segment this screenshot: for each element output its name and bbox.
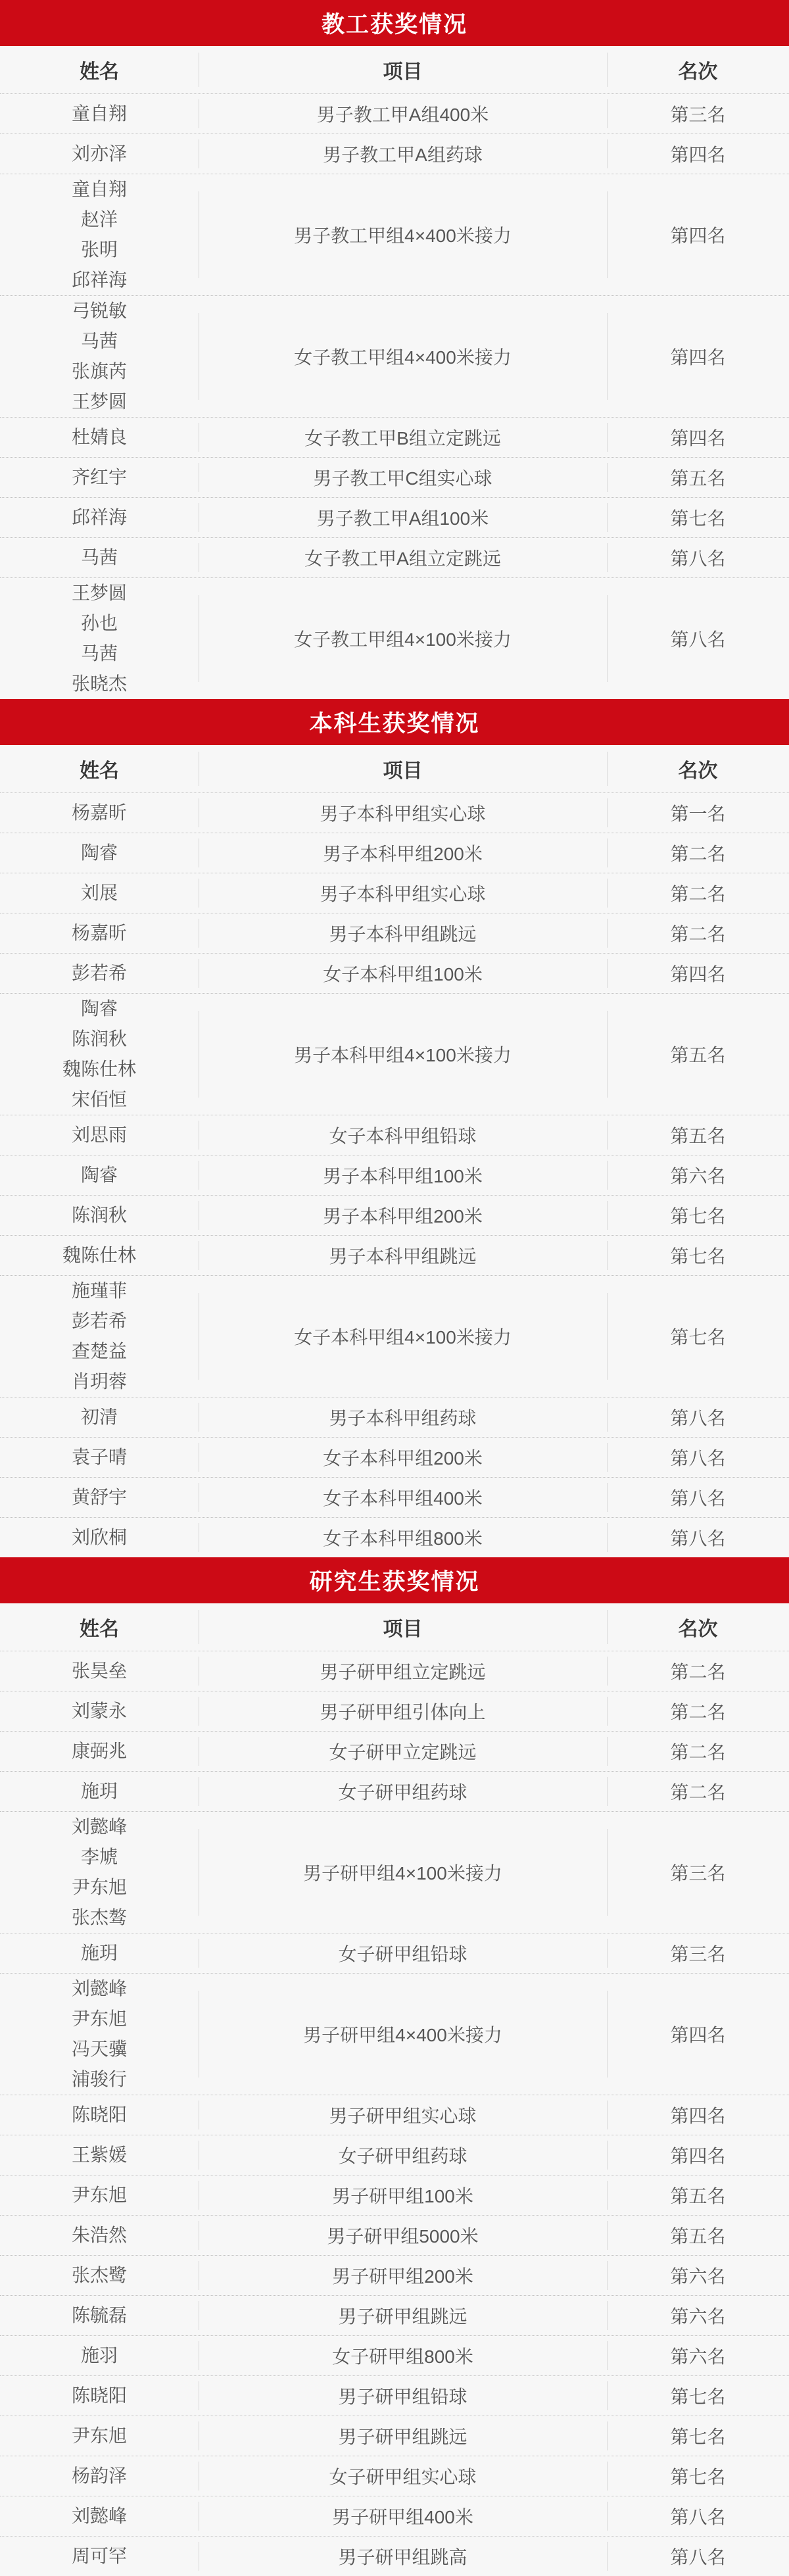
athlete-name: 张杰骜: [71, 1907, 127, 1928]
athlete-name: 魏陈仕林: [62, 1245, 136, 1265]
name-cell: [0, 1651, 199, 1691]
rank-cell: 第六名: [607, 2336, 789, 2375]
table-row: [0, 1771, 789, 1811]
athlete-name: 刘懿峰: [71, 2506, 127, 2526]
athlete-name: 马茜: [80, 643, 118, 664]
table-row: [0, 1235, 789, 1275]
table-row: [0, 1115, 789, 1155]
rank-cell: 第三名: [607, 1812, 789, 1933]
event-cell: 女子教工甲组4×400米接力: [199, 296, 607, 417]
award-section: [0, 1557, 789, 2576]
rank-cell: 第七名: [607, 2416, 789, 2456]
name-cell: [0, 458, 199, 497]
rank-cell: 第七名: [607, 1236, 789, 1275]
name-cell: [0, 2135, 199, 2175]
athlete-name: 邱祥海: [71, 270, 127, 290]
athlete-name: 彭若希: [71, 963, 127, 983]
name-cell: [0, 1518, 199, 1557]
rank-cell: 第六名: [607, 1155, 789, 1195]
athlete-name: 刘蒙永: [71, 1701, 127, 1721]
athlete-name: 邱祥海: [71, 507, 127, 527]
table-row: [0, 2095, 789, 2135]
column-header-event: 项目: [199, 745, 607, 792]
athlete-name: 齐红宇: [71, 467, 127, 487]
athlete-name: 童自翔: [71, 179, 127, 199]
athlete-name: 陈润秋: [71, 1029, 127, 1049]
athlete-name: 浦骏行: [71, 2069, 127, 2089]
table-row: [0, 2295, 789, 2335]
athlete-name: 魏陈仕林: [62, 1059, 136, 1079]
athlete-name: 马茜: [80, 547, 118, 568]
table-row: [0, 457, 789, 497]
rank-cell: 第二名: [607, 913, 789, 953]
athlete-name: 刘懿峰: [71, 1978, 127, 1999]
athlete-name: 张昊垒: [71, 1661, 127, 1681]
name-cell: [0, 174, 199, 295]
athlete-name: 周可罕: [71, 2546, 127, 2566]
rank-cell: 第二名: [607, 1691, 789, 1731]
table-row: [0, 833, 789, 873]
event-cell: 男子本科甲组100米: [199, 1155, 607, 1195]
column-header-rank: 名次: [607, 46, 789, 93]
name-cell: [0, 1691, 199, 1731]
table-header-row: [0, 46, 789, 93]
athlete-name: 陈毓磊: [71, 2305, 127, 2325]
name-cell: [0, 1772, 199, 1811]
name-cell: [0, 2496, 199, 2536]
event-cell: 男子教工甲A组100米: [199, 498, 607, 537]
event-cell: 男子教工甲组4×400米接力: [199, 174, 607, 295]
column-header-name: 姓名: [80, 760, 119, 782]
rank-cell: 第四名: [607, 418, 789, 457]
rank-cell: 第三名: [607, 1933, 789, 1973]
event-cell: 女子本科甲组200米: [199, 1438, 607, 1477]
athlete-name: 王梦圆: [71, 391, 127, 412]
name-cell: [0, 913, 199, 953]
table-row: [0, 174, 789, 295]
rank-cell: 第二名: [607, 1732, 789, 1771]
rank-cell: 第四名: [607, 954, 789, 993]
table-row: [0, 1397, 789, 1437]
rank-cell: 第二名: [607, 1772, 789, 1811]
event-cell: 男子教工甲C组实心球: [199, 458, 607, 497]
event-cell: 男子本科甲组跳远: [199, 913, 607, 953]
name-cell: [0, 994, 199, 1115]
award-section: [0, 0, 789, 699]
athlete-name: 张晓杰: [71, 673, 127, 694]
athlete-name: 袁子晴: [71, 1447, 127, 1467]
table-header-row: [0, 1603, 789, 1651]
table-row: [0, 2536, 789, 2576]
rank-cell: 第八名: [607, 1397, 789, 1437]
athlete-name: 查楚益: [71, 1341, 127, 1361]
athlete-name: 施瑾菲: [71, 1280, 127, 1301]
column-header-rank: 名次: [607, 1603, 789, 1651]
table-row: [0, 1195, 789, 1235]
name-cell: [0, 2376, 199, 2416]
event-cell: 男子研甲组跳远: [199, 2296, 607, 2335]
table-row: [0, 1933, 789, 1973]
athlete-name: 张明: [80, 239, 118, 260]
table-row: [0, 1811, 789, 1933]
name-cell: [0, 954, 199, 993]
rank-cell: 第七名: [607, 2376, 789, 2416]
table-row: [0, 2255, 789, 2295]
table-row: [0, 1651, 789, 1691]
athlete-name: 陶睿: [80, 842, 118, 863]
event-cell: 男子本科甲组4×100米接力: [199, 994, 607, 1115]
athlete-name: 肖玥蓉: [71, 1371, 127, 1392]
table-row: [0, 1275, 789, 1397]
rank-cell: 第七名: [607, 498, 789, 537]
athlete-name: 陈晓阳: [71, 2385, 127, 2406]
name-cell: [0, 2296, 199, 2335]
name-cell: [0, 2175, 199, 2215]
table-row: [0, 953, 789, 993]
rank-cell: 第六名: [607, 2296, 789, 2335]
athlete-name: 杨嘉昕: [71, 923, 127, 943]
event-cell: 女子本科甲组100米: [199, 954, 607, 993]
table-row: [0, 2335, 789, 2375]
name-cell: [0, 2537, 199, 2576]
column-header-event: 项目: [199, 1603, 607, 1651]
athlete-name: 王紫媛: [71, 2145, 127, 2165]
rank-cell: 第一名: [607, 793, 789, 833]
event-cell: 女子教工甲组4×100米接力: [199, 578, 607, 699]
athlete-name: 刘亦泽: [71, 143, 127, 164]
athlete-name: 刘思雨: [71, 1125, 127, 1145]
name-cell: [0, 1732, 199, 1771]
event-cell: 女子本科甲组800米: [199, 1518, 607, 1557]
name-cell: [0, 1115, 199, 1155]
table-row: [0, 2215, 789, 2255]
event-cell: 女子本科甲组铅球: [199, 1115, 607, 1155]
name-cell: [0, 538, 199, 577]
athlete-name: 施玥: [80, 1943, 118, 1963]
athlete-name: 康弼兆: [71, 1741, 127, 1761]
rank-cell: 第四名: [607, 2095, 789, 2135]
column-header-event: 项目: [199, 46, 607, 93]
event-cell: 男子研甲组立定跳远: [199, 1651, 607, 1691]
rank-cell: 第七名: [607, 1276, 789, 1397]
athlete-name: 尹东旭: [71, 2425, 127, 2446]
table-row: [0, 2416, 789, 2456]
event-cell: 男子研甲组400米: [199, 2496, 607, 2536]
athlete-name: 尹东旭: [71, 2185, 127, 2205]
rank-cell: 第八名: [607, 578, 789, 699]
rank-cell: 第八名: [607, 2537, 789, 2576]
rank-cell: 第七名: [607, 1196, 789, 1235]
athlete-name: 刘展: [80, 883, 118, 903]
table-row: [0, 1731, 789, 1771]
table-row: [0, 1517, 789, 1557]
event-cell: 男子研甲组实心球: [199, 2095, 607, 2135]
name-cell: [0, 1196, 199, 1235]
event-cell: 男子研甲组100米: [199, 2175, 607, 2215]
event-cell: 女子研甲组800米: [199, 2336, 607, 2375]
event-cell: 男子研甲组200米: [199, 2256, 607, 2295]
rank-cell: 第七名: [607, 2456, 789, 2496]
name-cell: [0, 1236, 199, 1275]
event-cell: 男子本科甲组200米: [199, 1196, 607, 1235]
name-cell: [0, 578, 199, 699]
athlete-name: 陈晓阳: [71, 2104, 127, 2125]
section-title: 教工获奖情况: [0, 0, 789, 46]
athlete-name: 刘欣桐: [71, 1527, 127, 1547]
rank-cell: 第八名: [607, 1478, 789, 1517]
rank-cell: 第五名: [607, 458, 789, 497]
event-cell: 男子研甲组跳远: [199, 2416, 607, 2456]
table-row: [0, 873, 789, 913]
name-cell: [0, 873, 199, 913]
athlete-name: 刘懿峰: [71, 1816, 127, 1837]
athlete-name: 杜婧良: [71, 427, 127, 447]
name-cell: [0, 1438, 199, 1477]
name-cell: [0, 418, 199, 457]
name-cell: [0, 1478, 199, 1517]
rank-cell: 第三名: [607, 94, 789, 134]
athlete-name: 张旗芮: [71, 361, 127, 381]
rank-cell: 第六名: [607, 2256, 789, 2295]
name-cell: [0, 2416, 199, 2456]
name-cell: [0, 2456, 199, 2496]
rank-cell: 第二名: [607, 1651, 789, 1691]
athlete-name: 弓锐敏: [71, 301, 127, 321]
name-cell: [0, 498, 199, 537]
event-cell: 男子研甲组跳高: [199, 2537, 607, 2576]
event-cell: 女子教工甲B组立定跳远: [199, 418, 607, 457]
table-row: [0, 2175, 789, 2215]
table-row: [0, 1691, 789, 1731]
name-cell: [0, 1933, 199, 1973]
column-header-name: 姓名: [80, 61, 119, 83]
name-cell: [0, 94, 199, 134]
event-cell: 男子研甲组引体向上: [199, 1691, 607, 1731]
name-cell: [0, 134, 199, 174]
athlete-name: 马茜: [80, 331, 118, 351]
athlete-name: 初清: [80, 1407, 118, 1427]
athlete-name: 张杰鹭: [71, 2265, 127, 2285]
event-cell: 男子本科甲组200米: [199, 833, 607, 873]
event-cell: 男子本科甲组跳远: [199, 1236, 607, 1275]
athlete-name: 朱浩然: [71, 2225, 127, 2245]
rank-cell: 第八名: [607, 538, 789, 577]
event-cell: 女子本科甲组400米: [199, 1478, 607, 1517]
section-title: 本科生获奖情况: [0, 699, 789, 745]
table-row: [0, 134, 789, 174]
athlete-name: 施玥: [80, 1781, 118, 1801]
athlete-name: 尹东旭: [71, 1877, 127, 1897]
athlete-name: 黄舒宇: [71, 1487, 127, 1507]
athlete-name: 杨嘉昕: [71, 802, 127, 823]
name-cell: [0, 296, 199, 417]
name-cell: [0, 1397, 199, 1437]
event-cell: 女子本科甲组4×100米接力: [199, 1276, 607, 1397]
rank-cell: 第五名: [607, 2175, 789, 2215]
name-cell: [0, 2256, 199, 2295]
table-row: [0, 577, 789, 699]
event-cell: 女子研甲组铅球: [199, 1933, 607, 1973]
name-cell: [0, 2095, 199, 2135]
table-row: [0, 2496, 789, 2536]
table-row: [0, 295, 789, 417]
event-cell: 男子本科甲组实心球: [199, 873, 607, 913]
table-row: [0, 993, 789, 1115]
event-cell: 男子研甲组4×400米接力: [199, 1974, 607, 2095]
table-row: [0, 1973, 789, 2095]
table-row: [0, 792, 789, 833]
event-cell: 女子研甲组药球: [199, 2135, 607, 2175]
rank-cell: 第五名: [607, 994, 789, 1115]
table-row: [0, 537, 789, 577]
event-cell: 男子本科甲组实心球: [199, 793, 607, 833]
event-cell: 男子教工甲A组400米: [199, 94, 607, 134]
rank-cell: 第四名: [607, 134, 789, 174]
event-cell: 男子教工甲A组药球: [199, 134, 607, 174]
table-row: [0, 93, 789, 134]
award-section: [0, 699, 789, 1557]
name-cell: [0, 1812, 199, 1933]
event-cell: 女子研甲组药球: [199, 1772, 607, 1811]
column-header-name: 姓名: [80, 1618, 119, 1640]
table-header-row: [0, 745, 789, 792]
rank-cell: 第四名: [607, 1974, 789, 2095]
table-row: [0, 497, 789, 537]
athlete-name: 冯天骥: [71, 2039, 127, 2059]
name-cell: [0, 833, 199, 873]
rank-cell: 第二名: [607, 873, 789, 913]
event-cell: 男子研甲组4×100米接力: [199, 1812, 607, 1933]
athlete-name: 王梦圆: [71, 583, 127, 603]
name-cell: [0, 1155, 199, 1195]
table-row: [0, 1477, 789, 1517]
athlete-name: 李虓: [80, 1847, 118, 1867]
table-row: [0, 1155, 789, 1195]
rank-cell: 第五名: [607, 2216, 789, 2255]
athlete-name: 宋佰恒: [71, 1089, 127, 1109]
rank-cell: 第八名: [607, 1518, 789, 1557]
rank-cell: 第八名: [607, 2496, 789, 2536]
table-row: [0, 2135, 789, 2175]
rank-cell: 第八名: [607, 1438, 789, 1477]
table-row: [0, 2456, 789, 2496]
event-cell: 女子研甲组实心球: [199, 2456, 607, 2496]
event-cell: 男子研甲组铅球: [199, 2376, 607, 2416]
rank-cell: 第四名: [607, 2135, 789, 2175]
rank-cell: 第二名: [607, 833, 789, 873]
name-cell: [0, 2216, 199, 2255]
table-row: [0, 2375, 789, 2416]
rank-cell: 第四名: [607, 296, 789, 417]
event-cell: 女子教工甲A组立定跳远: [199, 538, 607, 577]
athlete-name: 杨韵泽: [71, 2466, 127, 2486]
name-cell: [0, 2336, 199, 2375]
column-header-rank: 名次: [607, 745, 789, 792]
athlete-name: 陶睿: [80, 998, 118, 1019]
rank-cell: 第四名: [607, 174, 789, 295]
athlete-name: 施羽: [80, 2345, 118, 2366]
name-cell: [0, 1276, 199, 1397]
rank-cell: 第五名: [607, 1115, 789, 1155]
section-title: 研究生获奖情况: [0, 1557, 789, 1603]
table-row: [0, 913, 789, 953]
athlete-name: 陈润秋: [71, 1205, 127, 1225]
athlete-name: 孙也: [80, 613, 118, 633]
athlete-name: 赵洋: [80, 209, 118, 230]
table-row: [0, 417, 789, 457]
athlete-name: 彭若希: [71, 1311, 127, 1331]
athlete-name: 尹东旭: [71, 2008, 127, 2029]
athlete-name: 陶睿: [80, 1165, 118, 1185]
event-cell: 男子研甲组5000米: [199, 2216, 607, 2255]
name-cell: [0, 1974, 199, 2095]
table-row: [0, 1437, 789, 1477]
name-cell: [0, 793, 199, 833]
athlete-name: 童自翔: [71, 103, 127, 124]
event-cell: 男子本科甲组药球: [199, 1397, 607, 1437]
event-cell: 女子研甲立定跳远: [199, 1732, 607, 1771]
